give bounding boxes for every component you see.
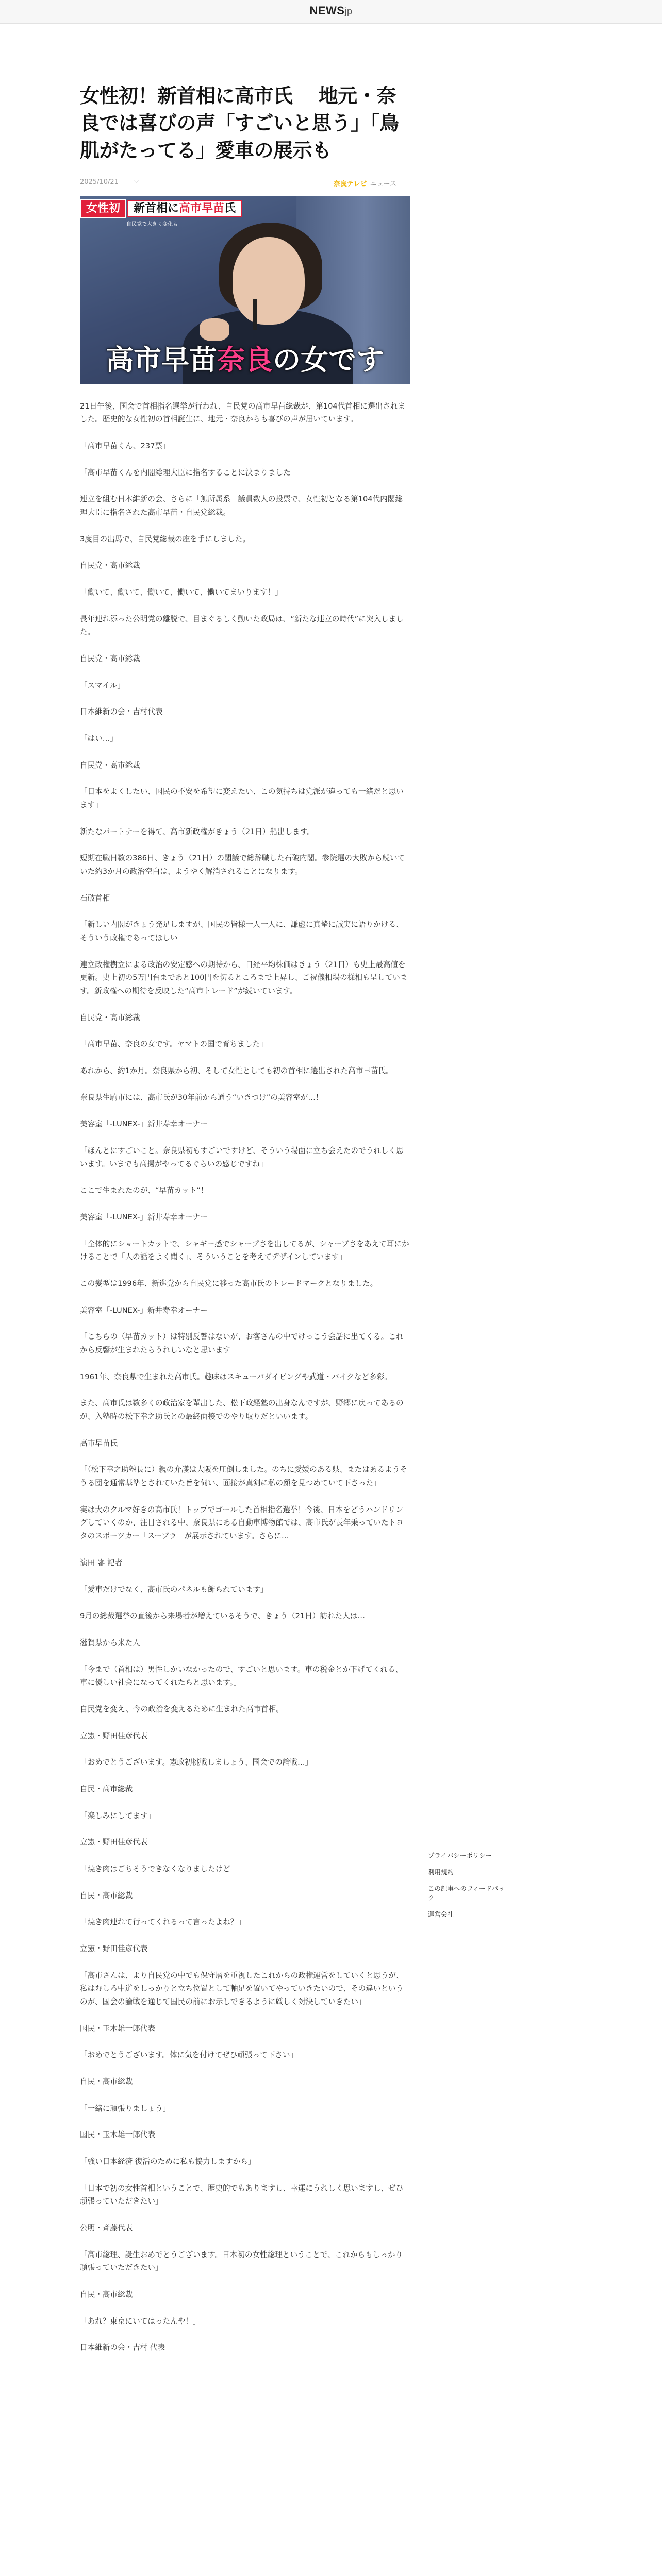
article-paragraph: 自民党・高市総裁 bbox=[80, 561, 140, 570]
article-paragraph: 「働いて、働いて、働いて、働いて、働いてまいります！」 bbox=[80, 587, 283, 597]
article-paragraph: 自民党・高市総裁 bbox=[80, 654, 140, 663]
article-paragraph: 立憲・野田佳彦代表 bbox=[80, 1731, 148, 1740]
article-source[interactable] bbox=[334, 178, 396, 188]
article-paragraph: 演田 審 記者 bbox=[80, 1558, 123, 1567]
article-paragraph: 「日本で初の女性首相ということで、歴史的でもありますし、幸運にうれしく思いますし、ぜひ頑張っていただきたい」 bbox=[80, 2183, 404, 2206]
article bbox=[80, 82, 410, 2368]
article-paragraph: 実は大のクルマ好きの高市氏！トップでゴールした首相指名選挙！今後、日本をどうハンドリングしていくのか、注目される中、奈良県にある自動車博物館では、高市氏が長年乗っていたトヨタのスポーツカー「スープラ」が展示されています。さらに… bbox=[80, 1505, 404, 1541]
article-paragraph: 「（松下幸之助塾長に）親の介護は大阪を圧倒しました。のちに愛媛のある県、またはあるようそうる団を通常基準とされていた旨を伺い、面接が真剣に私の顔を見つめていて下さった」 bbox=[80, 1465, 407, 1488]
article-paragraph: 「愛車だけでなく、高市氏のパネルも飾られています」 bbox=[80, 1585, 268, 1594]
article-paragraph: 「楽しみにしてます」 bbox=[80, 1811, 155, 1820]
telop-headline: 新首相に高市早苗氏 bbox=[127, 200, 242, 217]
article-paragraph: また、高市氏は数多くの政治家を輩出した、松下政経塾の出身なんですが、野郷に戻ってあるのが、入塾時の松下幸之助氏との最終面接でのやり取りだといいます。 bbox=[80, 1399, 404, 1421]
article-paragraph: 公明・斉藤代表 bbox=[80, 2223, 133, 2232]
article-title: 女性初！新首相に高市氏 地元・奈良では喜びの声「すごいと思う」「鳥肌がたってる」愛車の展示も bbox=[80, 84, 399, 162]
site-header bbox=[0, 0, 662, 24]
article-paragraph: 日本維新の会・吉村 代表 bbox=[80, 2343, 166, 2352]
article-paragraph: 国民・玉木雄一郎代表 bbox=[80, 2024, 155, 2033]
company-link[interactable]: 運営会社 bbox=[428, 1910, 454, 1918]
article-paragraph: 「今まで（首相は）男性しかいなかったので、すごいと思います。車の税金とか下げてくれる、車に優しい社会になってくれたらと思います。」 bbox=[80, 1665, 403, 1687]
telop-badge: 女性初 bbox=[80, 199, 126, 218]
article-paragraph: 「高市早苗、奈良の女です。ヤマトの国で育ちました」 bbox=[80, 1040, 268, 1049]
article-paragraph: 「高市早苗くんを内閣総理大臣に指名することに決まりました」 bbox=[80, 468, 299, 477]
article-paragraph: 新たなパートナーを得て、高市新政権がきょう（21日）船出します。 bbox=[80, 827, 315, 836]
article-paragraph: 日本維新の会・吉村代表 bbox=[80, 707, 163, 717]
source-label: ニュース bbox=[370, 180, 396, 188]
image-caption: 高市早苗奈良の女です bbox=[106, 343, 384, 376]
hero-image bbox=[80, 196, 410, 384]
article-paragraph: 滋賀県から来た人 bbox=[80, 1638, 140, 1647]
article-paragraph: 「おめでとうございます。体に気を付けてぜひ頑張って下さい」 bbox=[80, 2050, 298, 2060]
article-paragraph: 自民・高市総裁 bbox=[80, 2290, 133, 2299]
article-paragraph: 美容室「-LUNEX-」新井寿幸オーナー bbox=[80, 1213, 208, 1222]
article-paragraph: 美容室「-LUNEX-」新井寿幸オーナー bbox=[80, 1120, 208, 1129]
article-paragraph: 「焼き肉連れて行ってくれるって言ったよね？」 bbox=[80, 1918, 246, 1927]
article-paragraph: 自民・高市総裁 bbox=[80, 1891, 133, 1900]
article-paragraph: 「全体的にショートカットで、シャギー感でシャープさを出してるが、シャープさをあえて耳にかけることで「人の話をよく聞く」、そういうことを考えてデザインしています」 bbox=[80, 1239, 409, 1262]
article-body bbox=[80, 400, 410, 2354]
article-paragraph: 9月の総裁選挙の直後から来場者が増えているそうで、きょう（21日）訪れた人は… bbox=[80, 1612, 365, 1621]
article-paragraph: 立憲・野田佳彦代表 bbox=[80, 1838, 148, 1847]
article-paragraph: 奈良県生駒市には、高市氏が30年前から通う“いきつけ”の美容室が…！ bbox=[80, 1093, 323, 1102]
article-paragraph: 「高市早苗くん、237票」 bbox=[80, 441, 170, 450]
article-paragraph: 短期在職日数の386日、きょう（21日）の閣議で総辞職した石破内閣。参院選の大敗から続いていた約3か月の政治空白は、ようやく解消されることになります。 bbox=[80, 854, 405, 876]
article-paragraph: 「一緒に頑張りましょう」 bbox=[80, 2104, 171, 2113]
article-paragraph: 3度目の出馬で、自民党総裁の座を手にしました。 bbox=[80, 534, 251, 544]
article-paragraph: 1961年、奈良県で生まれた高市氏。趣味はスキューバダイビングや武道・バイクなど多彩。 bbox=[80, 1372, 392, 1381]
article-paragraph: 「日本をよくしたい、国民の不安を希望に変えたい、この気持ちは党派が違っても一緒だと思います」 bbox=[80, 787, 404, 809]
article-paragraph: 「焼き肉はごちそうできなくなりましたけど」 bbox=[80, 1864, 238, 1873]
article-paragraph: 「あれ？東京にいてはったんや！」 bbox=[80, 2316, 201, 2326]
article-paragraph: 「スマイル」 bbox=[80, 681, 125, 690]
article-paragraph: 連立政権樹立による政治の安定感への期待から、日経平均株価はきょう（21日）も史上最高値を更新。史上初の5万円台まであと100円を切るところまで上昇し、ご祝儀相場の様相も呈しています。新政権への期待を反映した“高市トレード”が続いています。 bbox=[80, 960, 408, 996]
article-paragraph: 「強い日本経済 復活のために私も協力しますから」 bbox=[80, 2157, 256, 2166]
feedback-link[interactable]: この記事へのフィードバック bbox=[428, 1885, 505, 1902]
source-name: 奈良テレビ bbox=[333, 180, 367, 188]
publish-date: 2025/10/21 bbox=[80, 178, 119, 186]
article-paragraph: 連立を組む日本維新の会、さらに「無所属系」議員数人の投票で、女性初となる第104代内閣総理大臣に指名された高市早苗・自民党総裁。 bbox=[80, 495, 403, 517]
article-paragraph: 自民党を変え、今の政治を変えるために生まれた高市首相。 bbox=[80, 1704, 284, 1714]
article-paragraph: ここで生まれたのが、“早苗カット”！ bbox=[80, 1186, 208, 1195]
article-paragraph: 「おめでとうございます。憲政初挑戦しましょう、国会での論戦…」 bbox=[80, 1758, 313, 1767]
article-paragraph: 21日午後、国会で首相指名選挙が行われ、自民党の高市早苗総裁が、第104代首相に選出されました。歴史的な女性初の首相誕生に、地元・奈良からも喜びの声が届いています。 bbox=[80, 401, 406, 424]
article-paragraph: 石破首相 bbox=[80, 893, 110, 903]
article-paragraph: 美容室「-LUNEX-」新井寿幸オーナー bbox=[80, 1306, 208, 1315]
telop-subtitle: 自民党で大きく変化も bbox=[126, 221, 178, 227]
article-paragraph: あれから、約1か月。奈良県から初、そして女性としても初の首相に選出された高市早苗氏。 bbox=[80, 1066, 393, 1076]
article-paragraph: 「ほんとにすごいこと。奈良県初もすごいですけど、そういう場面に立ち会えたのでうれしく思います。いまでも高揚がやってるぐらいの感じですね」 bbox=[80, 1146, 404, 1168]
article-paragraph: 長年連れ添った公明党の離脱で、目まぐるしく動いた政局は、“新たな連立の時代”に突入しました。 bbox=[80, 614, 404, 637]
news-telop bbox=[80, 199, 242, 218]
article-paragraph: この髪型は1996年、新進党から自民党に移った高市氏のトレードマークとなりました。 bbox=[80, 1279, 378, 1289]
article-paragraph: 高市早苗氏 bbox=[80, 1438, 118, 1448]
article-meta bbox=[80, 176, 410, 188]
privacy-policy-link[interactable]: プライバシーポリシー bbox=[428, 1852, 492, 1859]
article-paragraph: 「こちらの（早苗カット）は特別反響はないが、お客さんの中でけっこう会話に出てくる。これから反響が生まれたらうれしいなと思います」 bbox=[80, 1332, 404, 1355]
terms-link[interactable]: 利用規約 bbox=[428, 1868, 454, 1876]
article-paragraph: 国民・玉木雄一郎代表 bbox=[80, 2130, 155, 2140]
footer-links bbox=[428, 1851, 510, 1926]
article-paragraph: 自民党・高市総裁 bbox=[80, 1013, 140, 1022]
article-paragraph: 自民党・高市総裁 bbox=[80, 760, 140, 770]
article-paragraph: 立憲・野田佳彦代表 bbox=[80, 1944, 148, 1953]
article-paragraph: 「新しい内閣がきょう発足しますが、国民の皆様一人一人に、謙虚に真摯に誠実に語りかける、そういう政権であってほしい」 bbox=[80, 920, 404, 943]
microphone bbox=[253, 299, 257, 330]
site-logo[interactable]: NEWSjp bbox=[309, 4, 353, 17]
article-paragraph: 「高市さんは、より自民党の中でも保守層を重視したこれからの政権運営をしていくと思うが、私はむしろ中道をしっかりと立ち位置として軸足を置いてやっていきたいので、その違いというのが、国会の論戦を通じて国民の前にお示しできるように厳しく対決していきたい」 bbox=[80, 1971, 404, 2006]
article-paragraph: 「高市総理、誕生おめでとうございます。日本初の女性総理ということで、これからもしっかり頑張っていただきたい」 bbox=[80, 2250, 403, 2273]
article-paragraph: 自民・高市総裁 bbox=[80, 2077, 133, 2086]
article-paragraph: 「はい…」 bbox=[80, 734, 118, 743]
chevron-down-icon[interactable]: ⌵ bbox=[134, 177, 139, 185]
article-paragraph: 自民・高市総裁 bbox=[80, 1784, 133, 1793]
